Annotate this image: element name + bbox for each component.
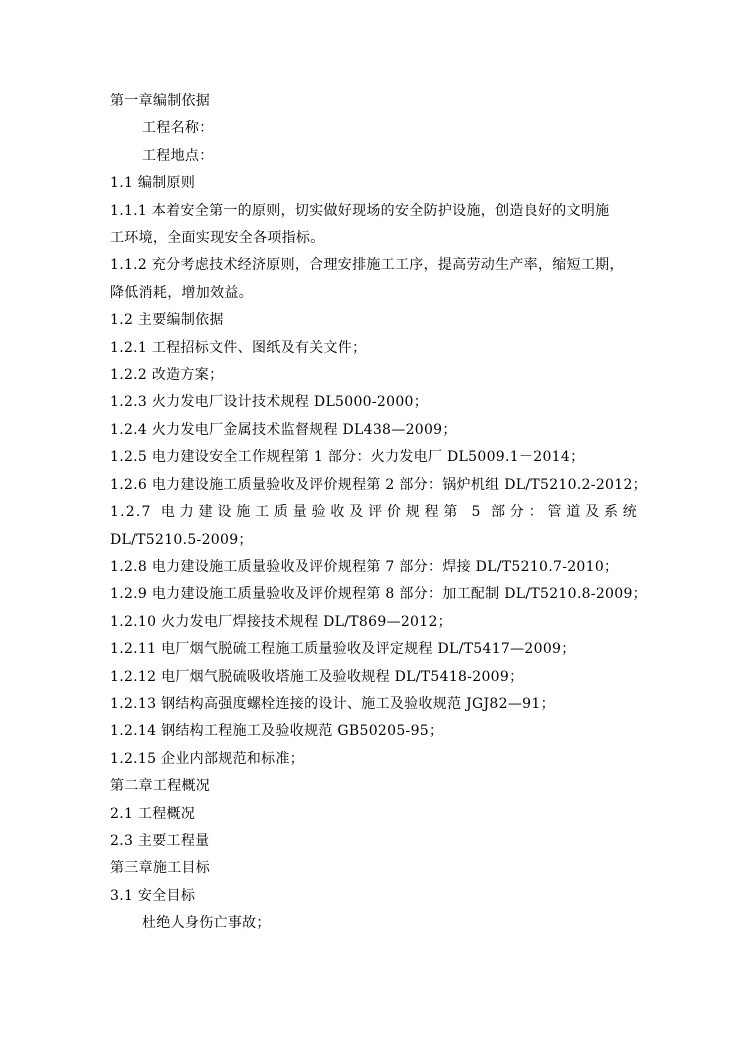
reference-item: 1.2.8 电力建设施工质量验收及评价规程第 7 部分：焊接 DL/T5210.7-2010； — [110, 558, 619, 575]
reference-item: 1.2.12 电厂烟气脱硫吸收塔施工及验收规程 DL/T5418-2009； — [110, 668, 524, 685]
reference-item: 1.2.5 电力建设安全工作规程第 1 部分：火力发电厂 DL5009.1－2014； — [110, 449, 585, 466]
reference-item: 1.2.10 火力发电厂焊接技术规程 DL/T869—2012； — [110, 613, 452, 630]
section-3-1-heading: 3.1 安全目标 — [110, 887, 196, 904]
para-1-1-1-line-1: 1.1.1 本着安全第一的原则，切实做好现场的安全防护设施，创造良好的文明施 — [110, 202, 610, 219]
section-2-1-heading: 2.1 工程概况 — [110, 805, 196, 822]
para-1-1-2-line-1: 1.1.2 充分考虑技术经济原则，合理安排施工工序，提高劳动生产率，缩短工期， — [110, 257, 624, 274]
reference-item-1-2-7-line-1: 1.2.7 电力建设施工质量验收及评价规程第 5 部分：管道及系统 — [110, 504, 638, 521]
section-1-1-heading: 1.1 编制原则 — [110, 175, 196, 192]
para-1-1-1-line-2: 工环境，全面实现安全各项指标。 — [110, 230, 325, 247]
section-2-3-heading: 2.3 主要工程量 — [110, 832, 210, 849]
reference-item: 1.2.9 电力建设施工质量验收及评价规程第 8 部分：加工配制 DL/T5210.8-2009； — [110, 586, 647, 603]
reference-item: 1.2.6 电力建设施工质量验收及评价规程第 2 部分：锅炉机组 DL/T5210.2-2012； — [110, 476, 647, 493]
reference-item: 1.2.15 企业内部规范和标准； — [110, 750, 305, 767]
reference-item: 1.2.11 电厂烟气脱硫工程施工质量验收及评定规程 DL/T5417—2009； — [110, 641, 576, 658]
reference-item: 1.2.14 钢结构工程施工及验收规范 GB50205-95； — [110, 723, 444, 740]
safety-goal-text: 杜绝人身伤亡事故； — [142, 915, 271, 932]
project-name-label: 工程名称： — [142, 120, 214, 137]
chapter-2-heading: 第二章工程概况 — [110, 778, 211, 795]
reference-item: 1.2.1 工程招标文件、图纸及有关文件； — [110, 339, 367, 356]
chapter-3-heading: 第三章施工目标 — [110, 860, 211, 877]
reference-item-1-2-7-line-2: DL/T5210.5-2009； — [110, 531, 253, 548]
reference-item: 1.2.3 火力发电厂设计技术规程 DL5000-2000； — [110, 394, 429, 411]
project-location-label: 工程地点： — [142, 147, 214, 164]
document-body — [110, 88, 647, 938]
reference-item: 1.2.4 火力发电厂金属技术监督规程 DL438—2009； — [110, 421, 457, 438]
reference-item: 1.2.2 改造方案； — [110, 367, 224, 384]
para-1-1-2-line-2: 降低消耗，增加效益。 — [110, 284, 253, 301]
section-1-2-heading: 1.2 主要编制依据 — [110, 312, 224, 329]
chapter-1-heading: 第一章编制依据 — [110, 93, 211, 109]
reference-item: 1.2.13 钢结构高强度螺栓连接的设计、施工及验收规范 JGJ82—91； — [110, 695, 555, 712]
